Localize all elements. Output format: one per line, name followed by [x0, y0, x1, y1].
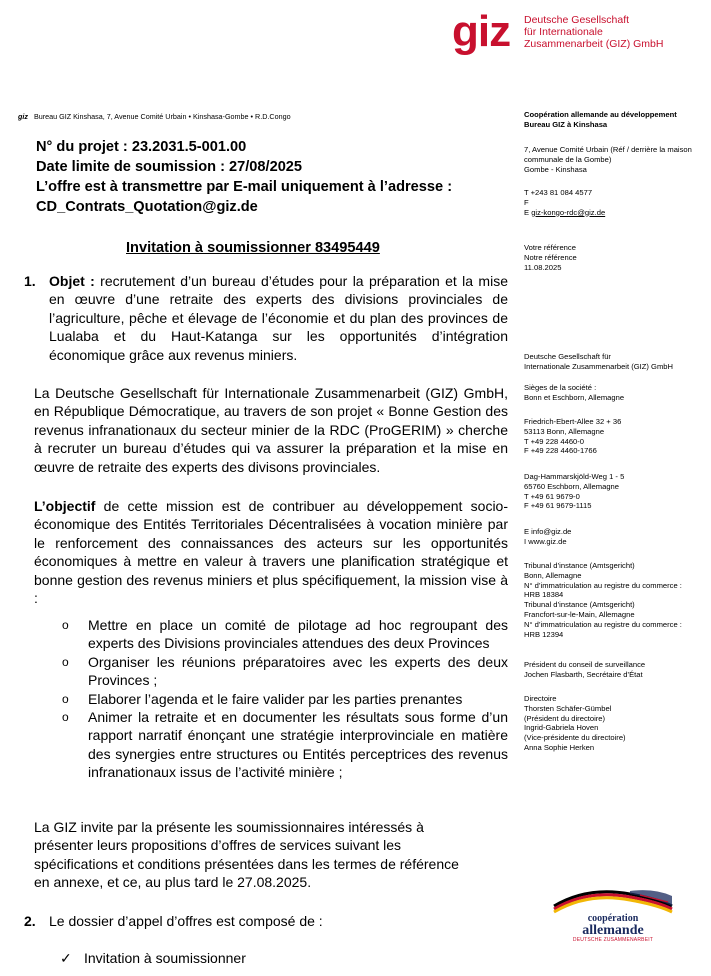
giz-logo-line1: Deutsche Gesellschaft — [524, 14, 630, 26]
sidebar-org-title: Coopération allemande au développement — [524, 110, 677, 119]
sidebar-address-line: Gombe - Kinshasa — [524, 164, 587, 174]
sidebar-registry — [524, 561, 682, 639]
email-instruction: L’offre est à transmettre par E-mail uniquement à l’adresse : — [36, 179, 453, 195]
sidebar-email-link[interactable]: giz-kongo-rdc@giz.de — [531, 207, 606, 217]
objective-text: de cette mission est de contribuer au développement socio-économique des Entités Territoriales Décentralisées à vocation minière par le renforcement des connaissances des acteurs sur les opportunités économiques à mettre en valeur à travers une planification stratégique et bonne gestion des revenus miniers et plus spécifiquement, la mission vise à : — [34, 498, 508, 607]
checklist-item — [60, 950, 246, 967]
sidebar-office-block — [524, 110, 677, 130]
sidebar-directors — [524, 694, 626, 753]
sidebar-director: Thorsten Schäfer-Gümbel — [524, 703, 612, 713]
sidebar-company-line: Internationale Zusammenarbeit (GIZ) GmbH — [524, 361, 673, 371]
flag-ribbon-icon — [548, 884, 678, 914]
checklist-item-text: Invitation à soumissionner — [84, 950, 246, 966]
sender-address: Bureau GIZ Kinshasa, 7, Avenue Comité Urbain • Kinshasa-Gombe • R.D.Congo — [33, 112, 291, 121]
sidebar-info-email[interactable]: E info@giz.de — [524, 527, 572, 536]
sidebar-email-line — [524, 208, 605, 218]
objet-description: recrutement d’un bureau d’études pour la préparation et la mise en œuvre d’une retraite des experts des divisions provinciales de l’agriculture, pêche et élevage de l’économie et du plan des provinces de Lualaba et du Haut-Katanga sur les opportunités d’intégration économique grâce aux revenus miniers. — [49, 273, 508, 363]
checkmark-icon: ✓ — [60, 950, 72, 966]
section-tender-file — [24, 912, 508, 930]
sidebar-company — [524, 352, 673, 372]
list-item — [60, 708, 508, 782]
sidebar-website[interactable]: I www.giz.de — [524, 536, 567, 546]
sidebar-registry-label: N° d’immatriculation au registre du commerce : — [524, 580, 682, 590]
sidebar-date: 11.08.2025 — [524, 262, 562, 272]
document-title: Invitation à soumissionner 83495449 — [126, 240, 380, 256]
project-header — [36, 137, 452, 217]
sidebar-office-address — [524, 145, 692, 174]
sender-address-line — [18, 112, 291, 121]
objective-paragraph — [34, 497, 508, 607]
invitation-paragraph: La GIZ invite par la présente les soumissionnaires intéressés à présenter leurs propositions d’offres de services suivant les spécifications et conditions présentées dans les termes de référence en annexe, et ce, au plus tard le 27.08.2025. — [34, 819, 459, 891]
sidebar-office-title: Bureau GIZ à Kinshasa — [524, 119, 608, 129]
sidebar-eschborn-office — [524, 472, 624, 511]
submission-deadline: Date limite de soumission : 27/08/2025 — [36, 159, 303, 175]
mission-bullet-list — [60, 616, 508, 782]
list-item — [60, 690, 508, 708]
coop-logo-line2: allemande — [582, 923, 644, 938]
sidebar-seats-value: Bonn et Eschborn, Allemagne — [524, 392, 625, 402]
sidebar-our-ref: Notre référence — [524, 252, 577, 262]
cooperation-allemande-logo — [548, 884, 678, 954]
sidebar-eschborn-line: Dag-Hammarskjöld-Weg 1 - 5 — [524, 472, 625, 481]
sidebar-your-ref: Votre référence — [524, 243, 576, 252]
sidebar-seats — [524, 383, 624, 403]
section-tender-file-text: Le dossier d’appel d’offres est composé de : — [49, 913, 323, 929]
sidebar-registry-number: HRB 12394 — [524, 629, 564, 639]
section-objet — [24, 272, 508, 364]
sidebar-bonn-fax: F +49 228 4460-1766 — [524, 446, 597, 456]
bullet-text: Organiser les réunions préparatoires avec les experts des deux Provinces ; — [88, 653, 508, 689]
list-item — [60, 616, 508, 653]
section-number: 1. — [24, 273, 36, 289]
sidebar-eschborn-phone: T +49 61 9679-0 — [524, 491, 580, 501]
coop-logo-line3: DEUTSCHE ZUSAMMENARBEIT — [572, 937, 654, 943]
context-paragraph: La Deutsche Gesellschaft für Internationale Zusammenarbeit (GIZ) GmbH, en République Démocratique, au travers de son projet « Bonne Gestion des revenus infranationaux du secteur minier de la RDC (ProGERIM) » cherche à recruter un bureau d’études qui va assurer la préparation et la mise en œuvre de retraite des experts des divisons provinciales. — [34, 385, 508, 475]
giz-logo-line3: Zusammenarbeit (GIZ) GmbH — [524, 38, 664, 50]
sidebar-registry-label: N° d’immatriculation au registre du commerce : — [524, 619, 682, 629]
objet-label: Objet : — [49, 273, 95, 289]
bullet-marker: o — [62, 710, 69, 725]
list-item — [60, 653, 508, 690]
sidebar-seats-label: Sièges de la société : — [524, 383, 597, 392]
sidebar-eschborn-line: 65760 Eschborn, Allemagne — [524, 481, 619, 491]
objective-label: L’objectif — [34, 498, 96, 514]
sidebar-bonn-phone: T +49 228 4460-0 — [524, 436, 585, 446]
submission-email[interactable]: CD_Contrats_Quotation@giz.de — [36, 199, 258, 215]
bullet-marker: o — [62, 691, 69, 706]
sidebar-court-city: Bonn, Allemagne — [524, 570, 582, 580]
sidebar-director-role: (Vice-présidente du directoire) — [524, 733, 626, 743]
sidebar-address-line: communale de la Gombe) — [524, 154, 612, 164]
bullet-marker: o — [62, 654, 69, 669]
sidebar-board-chair: Jochen Flasbarth, Secrétaire d’État — [524, 669, 643, 679]
sender-giz-mark: giz — [18, 112, 28, 121]
sidebar-fax: F — [524, 197, 529, 207]
sidebar-director: Ingrid-Gabriela Hoven — [524, 723, 599, 733]
bullet-text: Animer la retraite et en documenter les résultats sous forme d’un rapport narratif énonçant une stratégie interprovinciale en matière des synergies entre structures ou Entités perceptrices des revenus infranationaux issus de l’activité minière ; — [88, 709, 508, 781]
sidebar-director-role: (Président du directoire) — [524, 713, 606, 723]
sidebar-court: Tribunal d’instance (Amtsgericht) — [524, 600, 635, 610]
sidebar-email-label: E — [524, 207, 532, 217]
sidebar-registry-number: HRB 18384 — [524, 590, 564, 600]
sidebar-directors-label: Directoire — [524, 694, 557, 703]
sidebar-company-line: Deutsche Gesellschaft für — [524, 352, 611, 361]
sidebar-eschborn-fax: F +49 61 9679-1115 — [524, 501, 592, 511]
sidebar-address-line: 7, Avenue Comité Urbain (Réf / derrière la maison — [524, 145, 692, 154]
giz-logo-text — [524, 14, 663, 50]
sidebar-director: Anna Sophie Herken — [524, 742, 595, 752]
bullet-text: Mettre en place un comité de pilotage ad hoc regroupant des experts des Divisions provinciales attendues des deux Provinces — [88, 617, 508, 652]
sidebar-court-city: Francfort-sur-le-Main, Allemagne — [524, 609, 635, 619]
giz-logo-line2: für Internationale — [524, 26, 603, 38]
giz-logo — [452, 7, 702, 56]
sidebar-bonn-line: 53113 Bonn, Allemagne — [524, 426, 605, 436]
sidebar-board — [524, 660, 645, 680]
project-number: N° du projet : 23.2031.5-001.00 — [36, 139, 247, 155]
sidebar-bonn-office — [524, 417, 621, 456]
sidebar-court: Tribunal d’instance (Amtsgericht) — [524, 561, 635, 570]
cooperation-logo-text — [548, 914, 678, 944]
sidebar-web — [524, 527, 571, 547]
giz-logo-mark: giz — [452, 7, 511, 56]
section-number: 2. — [24, 913, 36, 929]
bullet-text: Elaborer l’agenda et le faire valider par les parties prenantes — [88, 690, 463, 707]
bullet-marker: o — [62, 618, 69, 632]
sidebar-bonn-line: Friedrich-Ebert-Allee 32 + 36 — [524, 417, 622, 426]
sidebar-phone: T +243 81 084 4577 — [524, 188, 593, 197]
section-objet-text — [49, 272, 508, 364]
sidebar-references — [524, 243, 577, 272]
coop-logo-line1: coopération — [587, 913, 639, 924]
sidebar-board-label: Président du conseil de surveillance — [524, 660, 646, 669]
sidebar-office-contact — [524, 188, 605, 217]
